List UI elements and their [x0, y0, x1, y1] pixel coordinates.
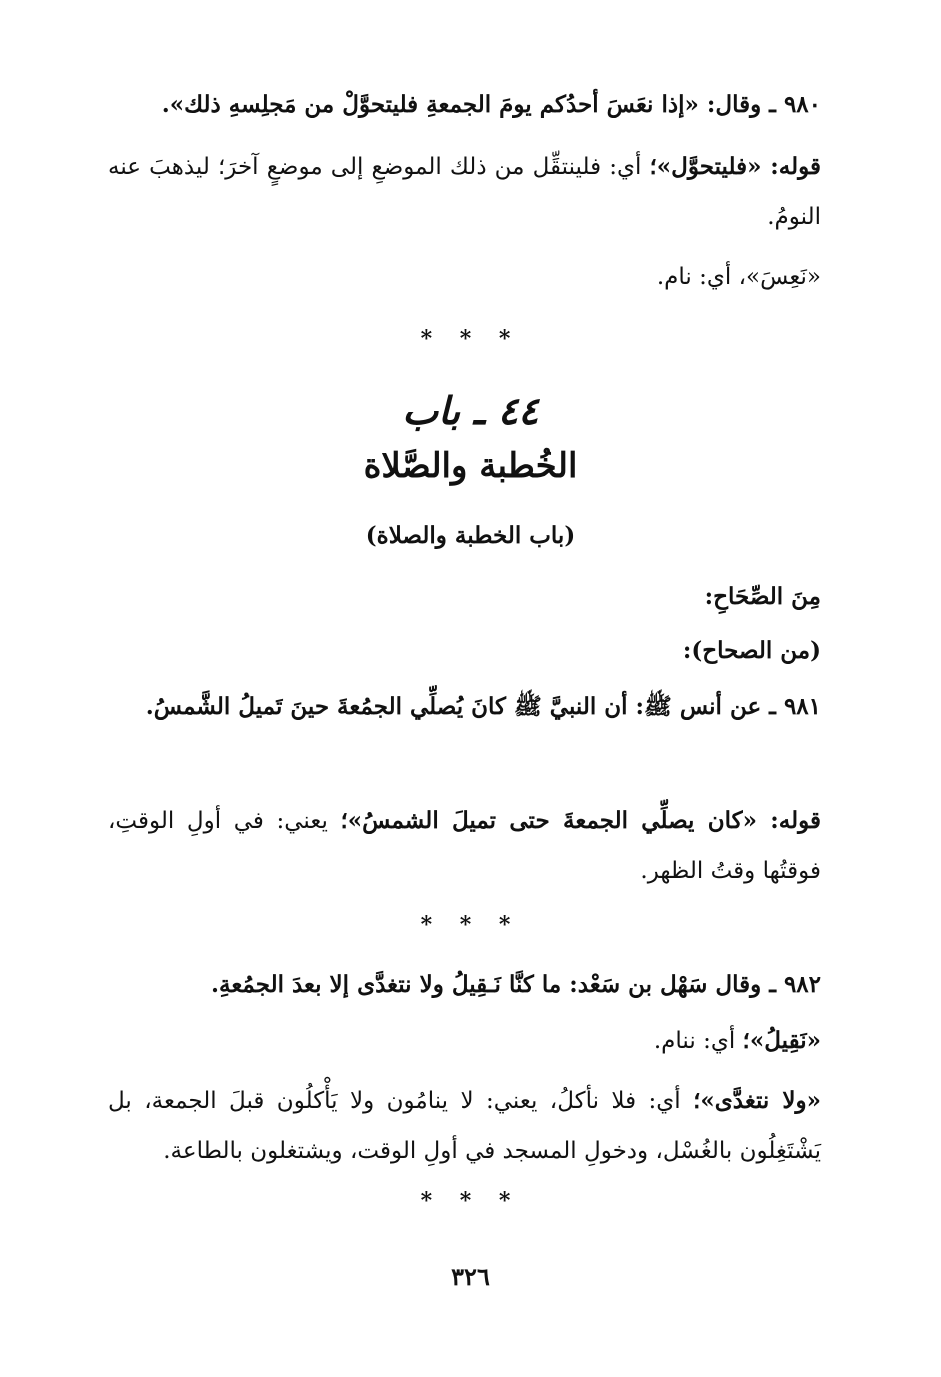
chapter-subtitle: (باب الخطبة والصلاة) [365, 522, 576, 549]
section-sihah-paren: (من الصحاح): [682, 637, 821, 664]
hadith-982: ٩٨٢ ـ وقال سَهْل بن سَعْد: ما كنَّا نَـقِيلُ ولا نتغدَّى إلا بعدَ الجمُعةِ. [211, 971, 821, 998]
section-separator: * * * [420, 912, 521, 938]
chapter-title: الخُطبة والصَّلاة [363, 446, 578, 486]
section-separator: * * * [420, 326, 521, 352]
commentary-text: أي: فلينتقِّل من ذلك الموضعِ إلى موضعٍ آخرَ؛ ليذهبَ عنه النومُ. [108, 154, 821, 230]
hadith-980-commentary [108, 142, 821, 242]
page-number: ٣٢٦ [451, 1262, 490, 1291]
note-label: «ولا نتغدَّى»؛ [693, 1087, 822, 1114]
commentary-text: يعني: في أولِ الوقتِ، فوقتُها وقتُ الظهر. [108, 808, 821, 884]
hadith-981: ٩٨١ ـ عن أنس ﷺ: أن النبيَّ ﷺ كانَ يُصلِّي الجمُعةَ حينَ تَميلُ الشَّمسُ. [145, 693, 821, 720]
section-sihah-heading: مِنَ الصِّحَاحِ: [704, 583, 821, 610]
hadith-980: ٩٨٠ ـ وقال: «إذا نعَسَ أحدُكم يومَ الجمعةِ فليتحوَّلْ من مَجلِسهِ ذلك». [161, 91, 821, 118]
chapter-number: ٤٤ ـ باب [402, 388, 539, 433]
commentary-label: قوله: «فليتحوَّل»؛ [649, 153, 821, 180]
hadith-982-note-1 [108, 1016, 821, 1066]
hadith-982-note-2 [108, 1076, 821, 1176]
note-text: أي: ننام. [653, 1028, 743, 1054]
note-text: أي: فلا نأكلُ، يعني: لا ينامُون ولا يَأْكلُون قبلَ الجمعة، بل يَشْتَغِلُون بالغُسْل، ودخولِ المسجد في أولِ الوقت، ويشتغلون بالطاعة. [108, 1088, 821, 1164]
section-separator: * * * [420, 1188, 521, 1214]
note-label: «نَقِيلُ»؛ [742, 1027, 821, 1054]
hadith-980-word-note: «نَعِسَ»، أي: نام. [656, 264, 821, 290]
hadith-981-commentary [108, 796, 821, 896]
commentary-label: قوله: «كان يصلِّي الجمعةَ حتى تميلَ الشمسُ»؛ [340, 807, 821, 834]
